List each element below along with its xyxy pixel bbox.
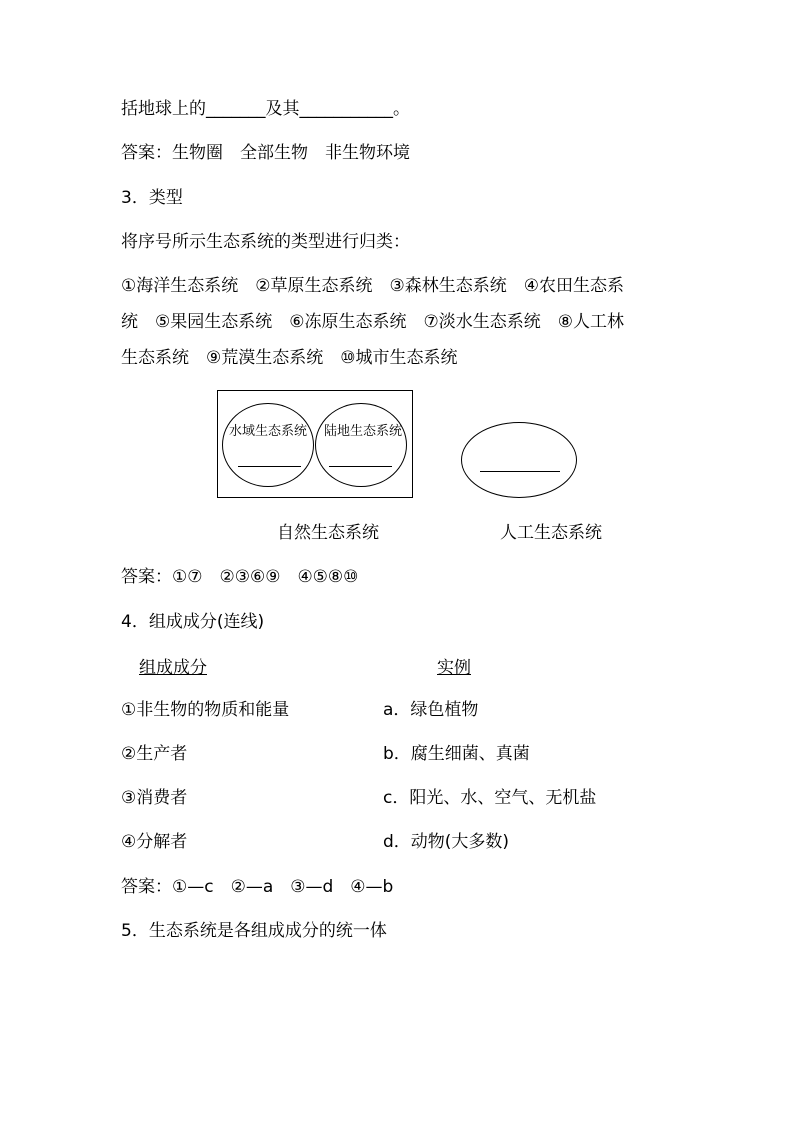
component-item-2: ②生产者 xyxy=(121,744,188,764)
heading-5: 5．生态系统是各组成成分的统一体 xyxy=(121,921,387,941)
list-line-2: 统 ⑤果园生态系统 ⑥冻原生态系统 ⑦淡水生态系统 ⑧人工林 xyxy=(121,312,624,332)
natural-ecosystem-box xyxy=(217,390,413,498)
heading-3-types: 3．类型 xyxy=(121,188,183,208)
artificial-ecosystem-blank xyxy=(480,471,560,472)
example-item-c: c．阳光、水、空气、无机盐 xyxy=(383,788,597,808)
instruction-line: 将序号所示生态系统的类型进行归类： xyxy=(121,232,410,252)
land-ecosystem-blank xyxy=(329,466,392,467)
water-ecosystem-blank xyxy=(238,466,301,467)
example-item-d: d．动物(大多数) xyxy=(383,832,510,852)
line-1: 括地球上的_______及其___________。 xyxy=(121,99,410,119)
column-header-examples: 实例 xyxy=(437,658,471,678)
artificial-ecosystem-caption: 人工生态系统 xyxy=(500,523,602,543)
answer-matching: 答案：①—c ②—a ③—d ④—b xyxy=(121,877,394,897)
water-ecosystem-ellipse xyxy=(222,403,314,487)
answer-types: 答案：①⑦ ②③⑥⑨ ④⑤⑧⑩ xyxy=(121,567,359,587)
artificial-ecosystem-ellipse xyxy=(461,422,577,498)
water-ecosystem-label: 水域生态系统 xyxy=(229,424,308,439)
example-item-a: a．绿色植物 xyxy=(383,700,479,720)
component-item-3: ③消费者 xyxy=(121,788,188,808)
component-item-4: ④分解者 xyxy=(121,832,188,852)
component-item-1: ①非生物的物质和能量 xyxy=(121,700,290,720)
answer-line-2: 答案：生物圈 全部生物 非生物环境 xyxy=(121,143,410,163)
land-ecosystem-label: 陆地生态系统 xyxy=(324,424,403,439)
land-ecosystem-ellipse xyxy=(315,403,407,487)
example-item-b: b．腐生细菌、真菌 xyxy=(383,744,530,764)
natural-ecosystem-caption: 自然生态系统 xyxy=(277,523,379,543)
column-header-components: 组成成分 xyxy=(139,658,207,678)
list-line-3: 生态系统 ⑨荒漠生态系统 ⑩城市生态系统 xyxy=(121,348,458,368)
list-line-1: ①海洋生态系统 ②草原生态系统 ③森林生态系统 ④农田生态系 xyxy=(121,276,624,296)
heading-4-components: 4．组成成分(连线) xyxy=(121,612,265,632)
